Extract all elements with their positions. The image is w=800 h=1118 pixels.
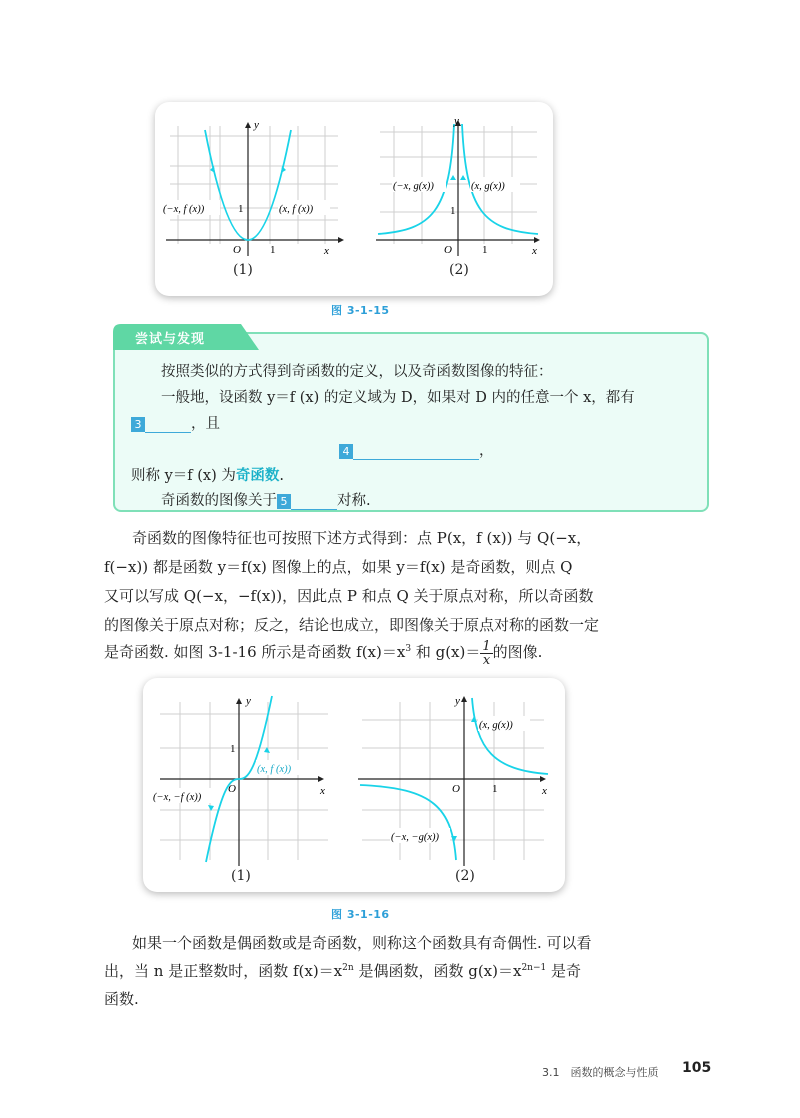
page-number: 105: [682, 1060, 712, 1076]
tick-label-y: 1: [238, 203, 244, 215]
explore-panel-title: 尝试与发现: [135, 332, 206, 347]
figure-3-1-15-sub-label-2: (2): [449, 262, 469, 278]
origin-label: O: [452, 783, 460, 795]
x-axis-arrow: [540, 776, 546, 782]
body-p2-line-2: [104, 960, 581, 981]
axis-label-x: x: [324, 245, 329, 257]
x-axis-arrow: [534, 237, 540, 243]
tick-label-x: 1: [482, 244, 488, 256]
figure-3-1-15-graph-1: [160, 112, 350, 262]
figure-3-1-16-sub-label-1: (1): [231, 868, 251, 884]
explore-line-6: [161, 489, 371, 510]
explore-line-5: [131, 464, 284, 485]
body-p1-line-5-b: 和 g(x)＝: [411, 643, 481, 661]
explore-line-6-prefix: 奇函数的图像关于: [161, 493, 277, 509]
blank-5[interactable]: [291, 494, 337, 510]
figure-3-1-15-graph-2: [372, 112, 548, 262]
axis-label-y: y: [455, 695, 460, 707]
footer-section-title: 3.1 函数的概念与性质: [542, 1066, 659, 1079]
figure-3-1-15-caption: 图 3-1-15: [331, 304, 390, 317]
explore-panel-tab: [113, 324, 263, 350]
explore-line-4-suffix: ，: [479, 443, 494, 459]
curve-arrow-right: [460, 175, 466, 180]
figure-3-1-16-graph-1: [150, 690, 340, 868]
fraction-1-over-x: [480, 640, 492, 667]
fraction-denominator: x: [482, 652, 491, 668]
body-p1-line-5: [104, 636, 542, 667]
body-p1-line-1: 奇函数的图像特征也可按照下述方式得到：点 P(x，f (x)) 与 Q(−x，: [132, 529, 592, 547]
figure-3-1-16-caption: 图 3-1-16: [331, 908, 390, 921]
explore-line-3-suffix: ，且: [191, 416, 220, 432]
exponent-2n-minus-1: 2n−1: [521, 963, 547, 973]
origin-label: O: [233, 244, 241, 256]
body-p2-line-1: 如果一个函数是偶函数或是奇函数，则称这个函数具有奇偶性. 可以看: [132, 934, 592, 952]
exponent-2n: 2n: [342, 963, 354, 973]
x-axis-arrow: [318, 776, 324, 782]
tick-label-y: 1: [450, 205, 456, 217]
y-axis-arrow: [245, 122, 251, 128]
explore-line-5-suffix: .: [279, 468, 284, 484]
body-p1-line-3: 又可以写成 Q(−x，−f(x))，因此点 P 和点 Q 关于原点对称，所以奇函数: [104, 587, 594, 605]
body-p2-line-2-a: 出，当 n 是正整数时，函数 f(x)＝x: [104, 962, 343, 980]
explore-line-4: [339, 439, 494, 460]
grid: [160, 702, 328, 860]
point-label-top: (x, g(x)): [479, 720, 513, 731]
blank-4[interactable]: [353, 444, 479, 460]
exponent-3: 3: [405, 644, 412, 654]
blank-number-5: 5: [277, 494, 291, 509]
body-p1-line-2: f(−x)) 都是函数 y＝f(x) 图像上的点，如果 y＝f(x) 是奇函数，则点 Q: [104, 558, 573, 576]
reciprocal-curve-right: [472, 698, 548, 774]
origin-label: O: [228, 783, 236, 795]
axis-label-x: x: [532, 245, 537, 257]
figure-3-1-16-graph-2: [354, 690, 554, 868]
point-label-left: (−x, −f (x)): [153, 792, 202, 803]
figure-3-1-15-sub-label-1: (1): [233, 262, 253, 278]
explore-line-5-prefix: 则称 y＝f (x) 为: [131, 468, 236, 484]
tick-label-y: 1: [230, 743, 236, 755]
axis-label-y: y: [454, 115, 459, 127]
axis-label-y: y: [254, 119, 259, 131]
body-p1-line-5-c: 的图像.: [492, 643, 543, 661]
point-label-right: (x, f (x)): [257, 764, 292, 775]
grid: [170, 126, 338, 244]
blank-number-4: 4: [339, 444, 353, 459]
axis-label-x: x: [320, 785, 325, 797]
body-p2-line-2-c: 是奇: [546, 962, 582, 980]
body-p1-line-5-a: 是奇函数. 如图 3-1-16 所示是奇函数 f(x)＝x: [104, 643, 406, 661]
axis-label-y: y: [246, 695, 251, 707]
curve-arrow-left: [450, 175, 456, 180]
tick-label-x: 1: [492, 783, 498, 795]
blank-number-3: 3: [131, 417, 145, 432]
body-p2-line-3: 函数.: [104, 990, 139, 1008]
y-axis-arrow: [236, 698, 242, 704]
body-p2-line-2-b: 是偶函数，函数 g(x)＝x: [353, 962, 522, 980]
figure-3-1-16-sub-label-2: (2): [455, 868, 475, 884]
reciprocal-curve-left: [360, 785, 456, 860]
explore-line-6-suffix: 对称.: [337, 493, 371, 509]
body-p1-line-4: 的图像关于原点对称；反之，结论也成立，即图像关于原点对称的函数一定: [104, 616, 600, 634]
y-axis-arrow: [461, 696, 467, 702]
tick-label-x: 1: [270, 244, 276, 256]
fraction-numerator: 1: [482, 638, 491, 654]
axis-label-x: x: [542, 785, 547, 797]
point-label-left: (−x, f (x)): [163, 204, 205, 215]
curve-arrow-right: [471, 716, 477, 722]
explore-line-3: [131, 412, 220, 433]
point-label-left: (−x, g(x)): [393, 181, 434, 192]
x-axis-arrow: [338, 237, 344, 243]
curve-arrow-left: [451, 836, 457, 842]
point-label-right: (x, g(x)): [471, 181, 505, 192]
explore-line-1: 按照类似的方式得到奇函数的定义，以及奇函数图像的特征：: [161, 364, 553, 380]
blank-3[interactable]: [145, 417, 191, 433]
odd-function-term: 奇函数: [235, 467, 280, 484]
point-label-right: (x, f (x)): [279, 204, 314, 215]
origin-label: O: [444, 244, 452, 256]
point-label-bottom: (−x, −g(x)): [391, 832, 439, 843]
explore-line-2: 一般地，设函数 y＝f (x) 的定义域为 D，如果对 D 内的任意一个 x，都有: [161, 390, 635, 406]
